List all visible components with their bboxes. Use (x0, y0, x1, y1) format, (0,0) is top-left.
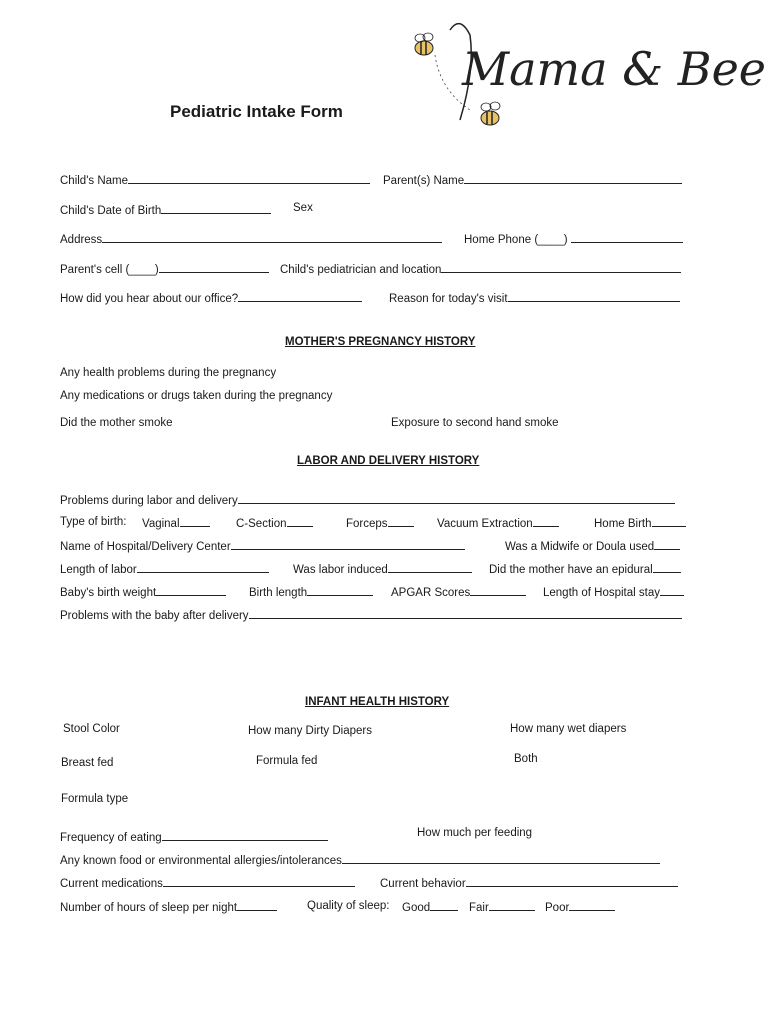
dob-field[interactable]: Child's Date of Birth (60, 202, 271, 218)
wet-diapers-field[interactable]: How many wet diapers (510, 723, 627, 735)
midwife-field[interactable]: Was a Midwife or Doula used (505, 538, 680, 554)
sleep-good-option[interactable]: Good (402, 899, 458, 915)
current-medications-field[interactable]: Current medications (60, 875, 355, 891)
labor-problems-field[interactable]: Problems during labor and delivery (60, 492, 675, 508)
stool-color-field[interactable]: Stool Color (63, 723, 120, 735)
frequency-field[interactable]: Frequency of eating (60, 829, 328, 845)
parent-cell-field[interactable]: Parent's cell (____) (60, 261, 269, 277)
mother-smoke-field[interactable]: Did the mother smoke (60, 417, 173, 429)
infant-heading: INFANT HEALTH HISTORY (305, 696, 450, 708)
sleep-hours-field[interactable]: Number of hours of sleep per night (60, 899, 277, 915)
formula-fed-field[interactable]: Formula fed (256, 755, 318, 767)
baby-problems-field[interactable]: Problems with the baby after delivery (60, 607, 682, 623)
sleep-fair-option[interactable]: Fair (469, 899, 535, 915)
hospital-stay-field[interactable]: Length of Hospital stay (543, 584, 684, 600)
sleep-poor-option[interactable]: Poor (545, 899, 615, 915)
bee-icon (415, 33, 433, 55)
address-field[interactable]: Address (60, 231, 442, 247)
visit-reason-field[interactable]: Reason for today's visit (389, 290, 680, 306)
vacuum-option[interactable]: Vacuum Extraction (437, 515, 559, 531)
parent-name-field[interactable]: Parent(s) Name (383, 172, 682, 188)
forceps-option[interactable]: Forceps (346, 515, 414, 531)
mama-and-bee-logo (400, 10, 767, 130)
per-feeding-field[interactable]: How much per feeding (417, 827, 533, 839)
breast-fed-field[interactable]: Breast fed (61, 757, 114, 769)
both-field[interactable]: Both (514, 753, 538, 765)
sex-field[interactable]: Sex (293, 202, 313, 214)
home-phone-field[interactable]: Home Phone (____) (464, 231, 683, 247)
hospital-field[interactable]: Name of Hospital/Delivery Center (60, 538, 465, 554)
second-hand-smoke-field[interactable]: Exposure to second hand smoke (391, 417, 559, 429)
pregnancy-health-field[interactable]: Any health problems during the pregnancy (60, 367, 277, 379)
length-labor-field[interactable]: Length of labor (60, 561, 269, 577)
child-name-field[interactable]: Child's Name (60, 172, 370, 188)
page-title: Pediatric Intake Form (170, 102, 343, 121)
formula-type-field[interactable]: Formula type (61, 793, 129, 805)
bee-icon (481, 102, 500, 125)
current-behavior-field[interactable]: Current behavior (380, 875, 678, 891)
labor-heading: LABOR AND DELIVERY HISTORY (297, 455, 480, 467)
apgar-field[interactable]: APGAR Scores (391, 584, 526, 600)
allergies-field[interactable]: Any known food or environmental allergies/intolerances (60, 852, 660, 868)
type-of-birth-label: Type of birth: (60, 516, 127, 528)
home-birth-option[interactable]: Home Birth (594, 515, 686, 531)
pregnancy-heading: MOTHER'S PREGNANCY HISTORY (285, 336, 476, 348)
c-section-option[interactable]: C-Section (236, 515, 313, 531)
pregnancy-medications-field[interactable]: Any medications or drugs taken during the pregnancy (60, 390, 333, 402)
epidural-field[interactable]: Did the mother have an epidural (489, 561, 681, 577)
svg-text:Mama & Bee: Mama & Bee (462, 42, 767, 96)
induced-field[interactable]: Was labor induced (293, 561, 472, 577)
birth-weight-field[interactable]: Baby's birth weight (60, 584, 226, 600)
pediatrician-field[interactable]: Child's pediatrician and location (280, 261, 681, 277)
dirty-diapers-field[interactable]: How many Dirty Diapers (248, 725, 372, 737)
birth-length-field[interactable]: Birth length (249, 584, 373, 600)
sleep-quality-label: Quality of sleep: (307, 900, 390, 912)
vaginal-option[interactable]: Vaginal (142, 515, 210, 531)
hear-about-field[interactable]: How did you hear about our office? (60, 290, 362, 306)
